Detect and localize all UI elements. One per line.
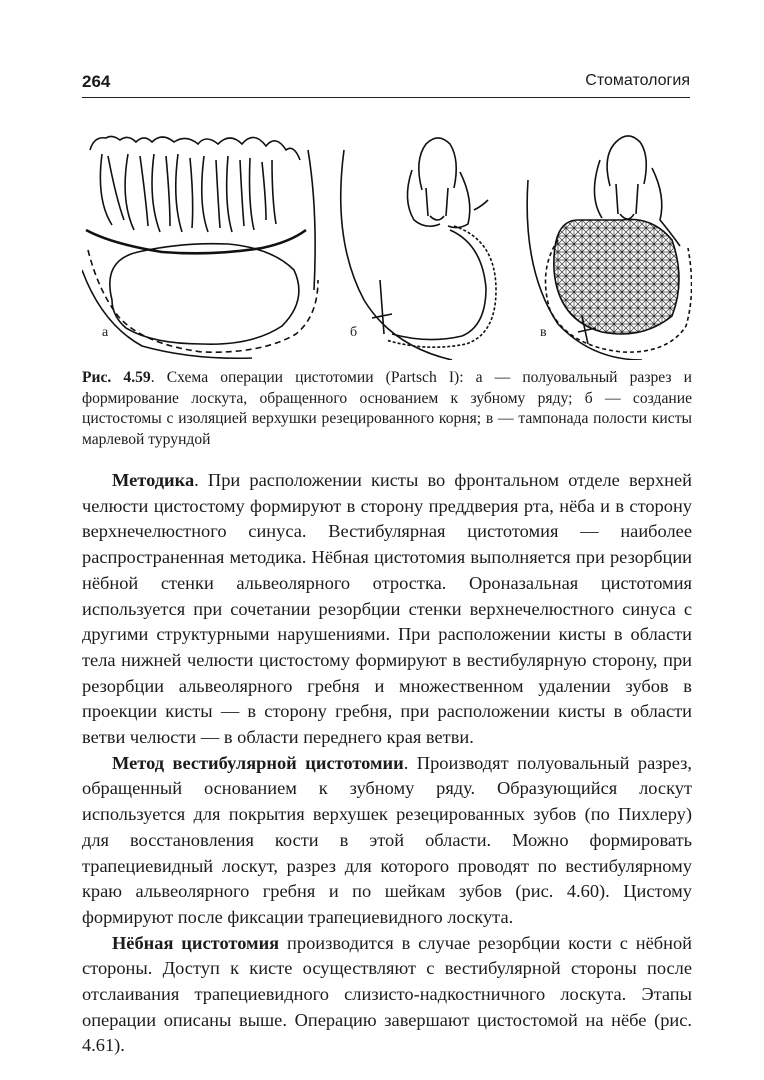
paragraph-text: . При расположении кисты во фронтальном отделе верхней челюсти цистостому формируют в сторону преддверия рта, нёба и в сторону верхнечелюстного синуса. Вестибулярная цистотомия — наиболее распространенная методика. Нёбная цистотомия выполняется при резорбции нёбной стенки альвеолярного отростка. Ороназальная цистотомия используется при сочетании резорбции стенки верхнечелюстного синуса с другими структурными нарушениями. При расположении кисты в области тела нижней челюсти цистостому формируют в вестибулярную сторону, при резорбции альвеолярного гребня и множественном удалении зубов в проекции кисты — в сторону гребня, при расположении кисты в области ветви челюсти — в области переднего края ветви.	[82, 470, 692, 748]
paragraph-methodology	[82, 468, 692, 751]
panel-label-c: в	[540, 325, 547, 340]
panel-c-drawing	[527, 136, 691, 360]
panel-label-a: а	[102, 325, 109, 340]
paragraph-text: производится в случае резорбции кости с нёбной стороны. Доступ к кисте осуществляют с вестибулярной стороны после отслаивания трапециевидного слизисто-надкостничного лоскута. Этапы операции описаны выше. Операцию завершают цистостомой на нёбе (рис. 4.61).	[82, 932, 693, 1056]
running-title: Стоматология	[585, 72, 690, 89]
body-text	[82, 468, 692, 1059]
figure-illustration	[82, 120, 692, 360]
paragraph-text: . Производят полуовальный разрез, обращенный основанием к зубному ряду. Образующийся лоскут используется для покрытия верхушек резецированных зубов (по Пихлеру) для восстановления кости в этой области. Можно формировать трапециевидный лоскут, разрез для которого проводят по вестибулярному краю альвеолярного гребня и по шейкам зубов (рис. 4.60). Цистому формируют после фиксации трапециевидного лоскута.	[82, 752, 692, 927]
panel-b-drawing	[341, 138, 496, 360]
panel-a-drawing	[82, 136, 318, 358]
paragraph-heading: Метод вестибулярной цистотомии	[112, 752, 404, 773]
caption-label: Рис. 4.59	[82, 369, 151, 386]
figure-4-59	[82, 120, 692, 360]
paragraph-heading: Нёбная цистотомия	[112, 932, 280, 953]
paragraph-heading: Методика	[112, 470, 195, 490]
panel-label-b: б	[350, 325, 358, 340]
paragraph-vestibular-cystotomy	[82, 751, 692, 931]
paragraph-palatal-cystotomy	[82, 931, 692, 1060]
figure-caption	[82, 368, 692, 450]
header-rule	[82, 97, 690, 98]
caption-text: . Схема операции цистотомии (Partsch I): а — полуовальный разрез и формирование лоскута, обращенного основанием к зубному ряду; б — создание цистостомы с изоляцией верхушки резецированного корня; в — тампонада полости кисты марлевой турундой	[82, 369, 692, 448]
page-number: 264	[82, 72, 111, 91]
